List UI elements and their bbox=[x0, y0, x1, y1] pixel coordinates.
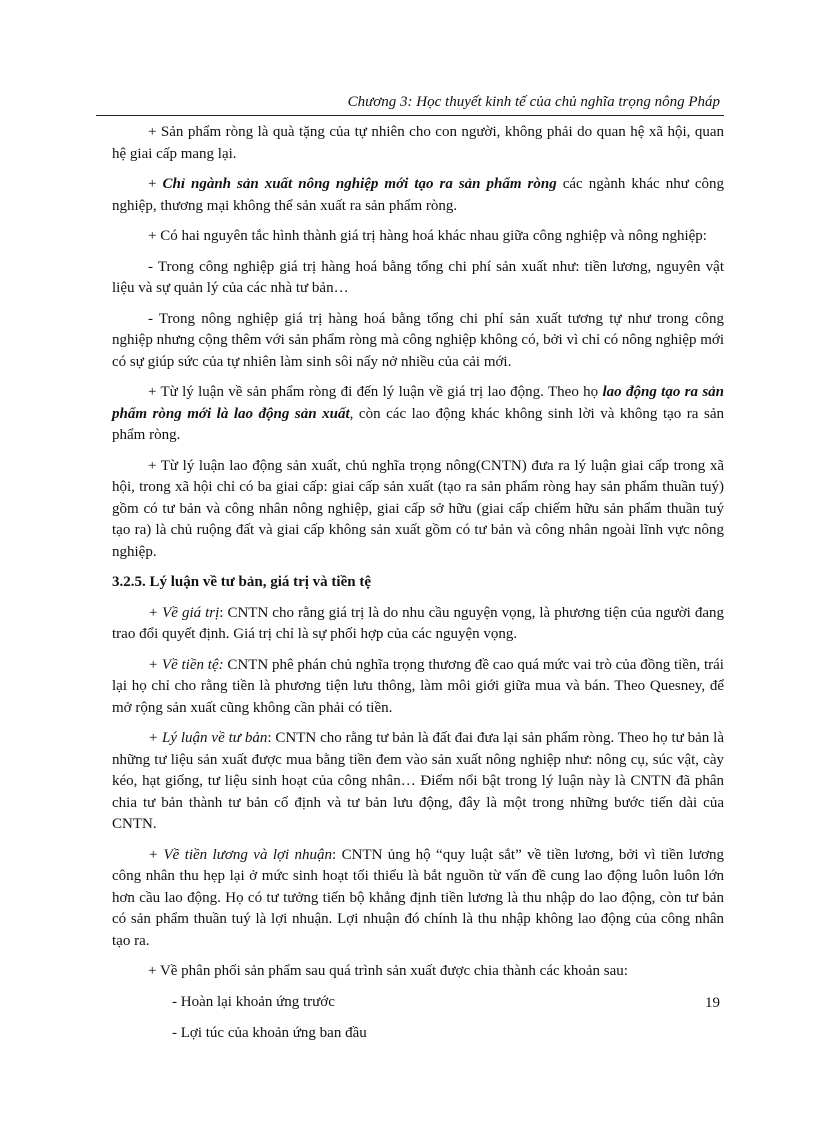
paragraph-class-theory: + Từ lý luận lao động sản xuất, chủ nghĩa trọng nông(CNTN) đưa ra lý luận giai cấp trong xã hội, trong xã hội chỉ có ba giai cấp: giai cấp sản xuất (tạo ra sản phẩm ròng hay sản phẩm thuần tuý) gồm có tư bản và công nhân nông nghiệp, giai cấp sở hữu (giai cấp chiếm hữu sản phẩm thuần tuý tạo ra) là chủ ruộng đất và giai cấp không sản xuất gồm có tư bản và công nhân ngoài lĩnh vực nông nghiệp. bbox=[112, 457, 724, 560]
paragraph-agriculture-value: - Trong nông nghiệp giá trị hàng hoá bằng tổng chi phí sản xuất tương tự như trong công nghiệp nhưng cộng thêm với sản phẩm ròng mà công nghiệp không có, bởi vì chỉ có nông nghiệp mới có sự giúp sức của tự nhiên làm sinh sôi nẩy nở nhiều của cải mới. bbox=[112, 310, 724, 370]
paragraph-text: : CNTN cho rằng giá trị là do nhu cầu nguyện vọng, là phương tiện của người đang trao đổi quyết định. Giá trị chỉ là sự phối hợp của các nguyện vọng. bbox=[112, 604, 724, 642]
section-heading: 3.2.5. Lý luận về tư bản, giá trị và tiền tệ bbox=[112, 574, 371, 590]
term-label: + Lý luận về tư bản bbox=[148, 730, 268, 746]
paragraph-agriculture-only bbox=[112, 174, 724, 217]
emphasis-text: Chỉ ngành sản xuất nông nghiệp mới tạo ra sản phẩm ròng bbox=[162, 176, 557, 192]
paragraph-capital bbox=[112, 728, 724, 836]
list-item: - Hoàn lại khoản ứng trước bbox=[172, 993, 335, 1010]
term-label: + Về tiền tệ: bbox=[148, 656, 224, 673]
paragraph-text: CNTN phê phán chủ nghĩa trọng thương đề cao quá mức vai trò của đồng tiền, trái lại họ chỉ cho rằng tiền là phương tiện lưu thông, làm môi giới giữa mua và bán. Theo Quesney, để mở rộng sản xuất cũng không cần phải có tiền. bbox=[112, 656, 724, 716]
term-label: + Về giá trị bbox=[148, 604, 220, 621]
paragraph-money bbox=[112, 655, 724, 720]
paragraph-labor-value bbox=[112, 382, 724, 447]
term-label: + Về tiền lương và lợi nhuận bbox=[148, 846, 333, 863]
paragraph-text: : CNTN cho rằng tư bản là đất đai đưa lại sản phẩm ròng. Theo họ tư bản là những tư liệu sản xuất được mua bằng tiền đem vào sản xuất nông nghiệp như: nông cụ, súc vật, cày kéo, hạt giống, tư liệu sinh hoạt của công nhân… Điểm nổi bật trong lý luận này là CNTN đã phân chia tư bản thành tư bản cố định và tư bản lưu động, đây là một trong những bước tiến dài của CNTN. bbox=[112, 730, 724, 832]
paragraph-industry-value: - Trong công nghiệp giá trị hàng hoá bằng tổng chi phí sản xuất như: tiền lương, nguyên vật liệu và sự quản lý của các nhà tư bản… bbox=[112, 258, 724, 296]
page-number: 19 bbox=[705, 995, 720, 1011]
paragraph-text: + Từ lý luận về sản phẩm ròng đi đến lý luận về giá trị lao động. Theo họ bbox=[148, 384, 603, 400]
bullet-prefix: + bbox=[148, 176, 163, 192]
running-header: Chương 3: Học thuyết kinh tế của chủ nghĩa trọng nông Pháp bbox=[347, 94, 720, 110]
paragraph-value bbox=[112, 603, 724, 646]
header-rule bbox=[96, 115, 724, 116]
list-item: - Lợi túc của khoản ứng ban đầu bbox=[172, 1025, 367, 1041]
paragraph-text: : CNTN ủng hộ “quy luật sắt” về tiền lương, bởi vì tiền lương công nhân thu hẹp lại ở mức sinh hoạt tối thiểu là bắt nguồn từ vấn đề cung lao động luôn luôn lớn hơn cầu lao động. Họ có tư tưởng tiến bộ khẳng định tiền lương là thu nhập do lao động, còn tư bản có sản phẩm thuần tuý là lợi nhuận. Lợi nhuận đó chính là thu nhập không lao động của công nhân tạo ra. bbox=[112, 846, 725, 949]
paragraph-text: các ngành khác như công nghiệp, thương mại không thể sản xuất ra sản phẩm ròng. bbox=[112, 176, 725, 214]
page-body bbox=[112, 122, 724, 1055]
paragraph-value-principles: + Có hai nguyên tắc hình thành giá trị hàng hoá khác nhau giữa công nghiệp và nông nghiệp: bbox=[148, 228, 707, 244]
paragraph-net-product-gift: + Sản phẩm ròng là quà tặng của tự nhiên cho con người, không phải do quan hệ xã hội, quan hệ giai cấp mang lại. bbox=[112, 124, 724, 162]
emphasis-text: lao động tạo ra sản phẩm ròng mới là lao động sản xuất bbox=[112, 384, 724, 422]
paragraph-wages-profit bbox=[112, 845, 724, 953]
paragraph-distribution: + Về phân phối sản phẩm sau quá trình sản xuất được chia thành các khoản sau: bbox=[148, 963, 628, 979]
paragraph-text: , còn các lao động khác không sinh lời và không tạo ra sản phẩm ròng. bbox=[112, 405, 724, 443]
